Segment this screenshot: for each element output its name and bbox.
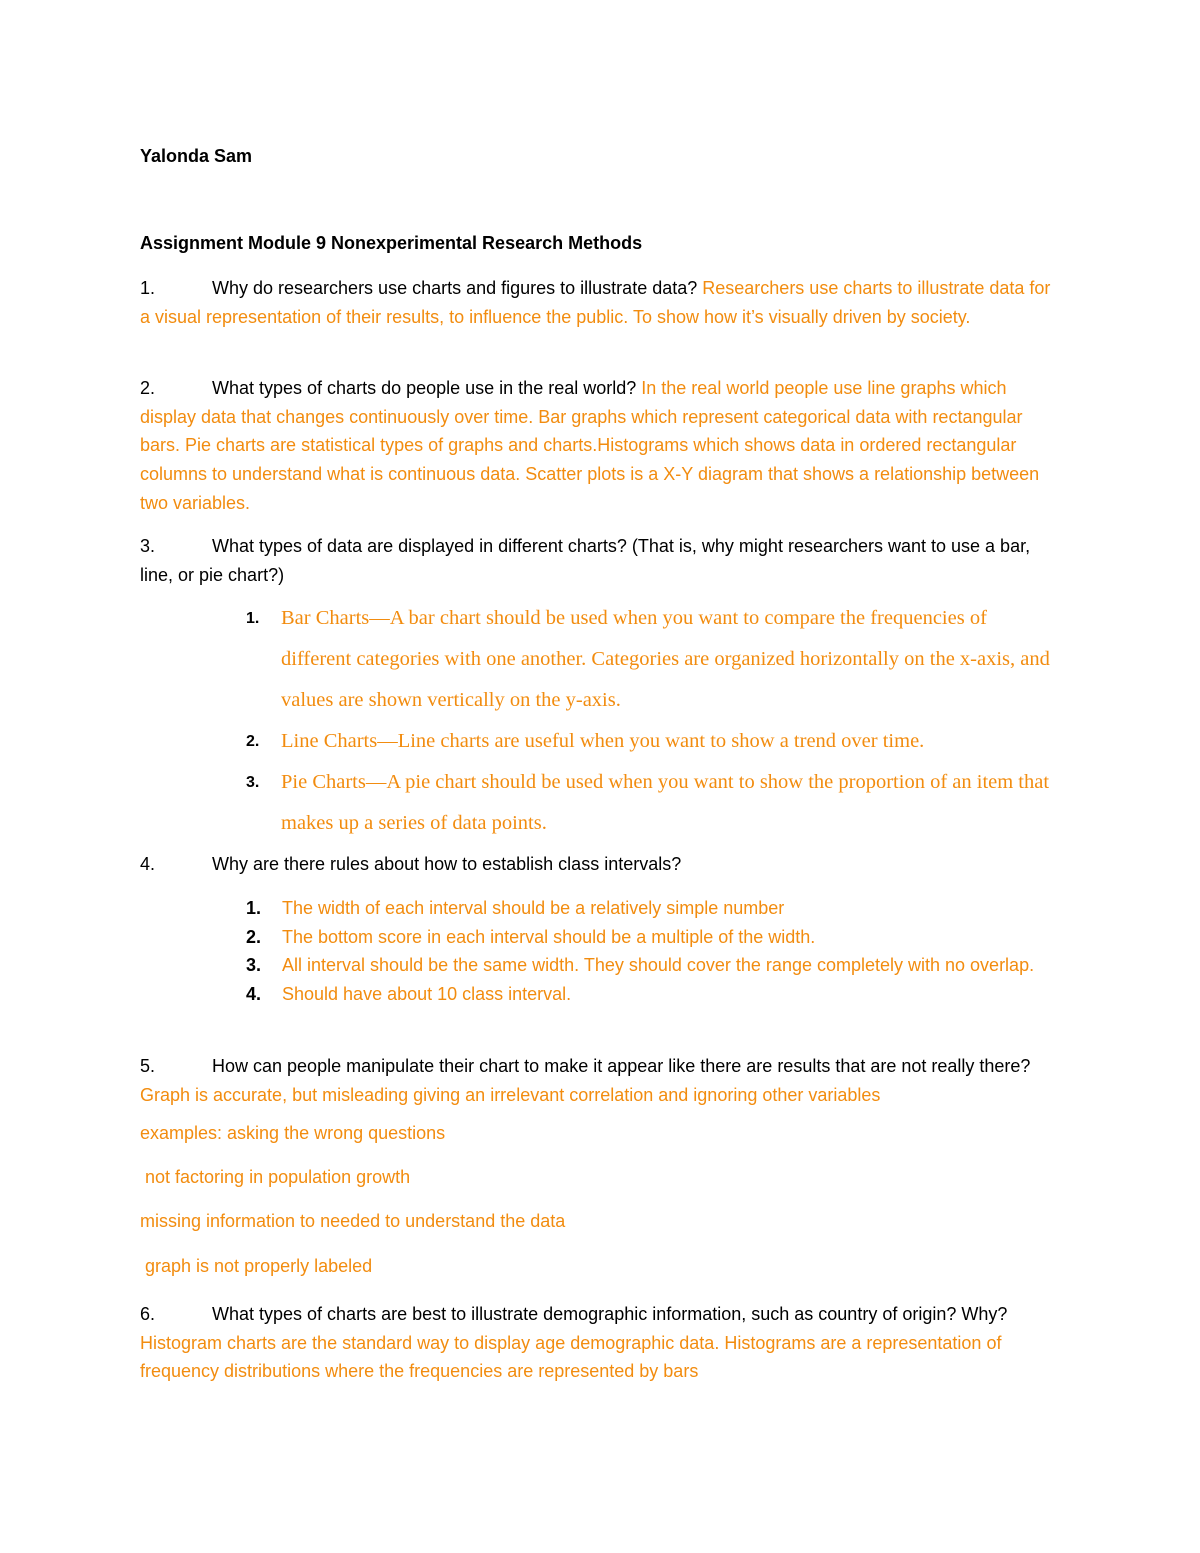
list-item: 1. The width of each interval should be a relatively simple number bbox=[246, 898, 785, 918]
answer-1: Researchers use charts to illustrate data for a visual representation of their results, to influence the public. To show how it’s visually driven by society. bbox=[140, 278, 1051, 327]
answer-5-example-3: missing information to needed to understand the data bbox=[140, 1211, 566, 1231]
chart-types-list bbox=[210, 598, 1060, 844]
list-item: 1. Bar Charts—A bar chart should be used when you want to compare the frequencies of different categories with one another. Categories are organized horizontally on the x-axis, and values are shown vertically on the y-axis. bbox=[246, 607, 1050, 711]
list-item: 3. All interval should be the same width. They should cover the range completely with no overlap. bbox=[246, 955, 1035, 975]
question-6: 6. What types of charts are best to illustrate demographic information, such as country of origin? Why? Histogram charts are the standard way to display age demographic data. Histograms are a representation of frequency distributions where the frequencies are represented by bars bbox=[140, 1304, 1008, 1382]
answer-5: Graph is accurate, but misleading giving an irrelevant correlation and ignoring other variables bbox=[140, 1084, 881, 1105]
question-4-text: Why are there rules about how to establish class intervals? bbox=[212, 854, 682, 874]
class-interval-rules-list bbox=[246, 894, 1060, 1008]
question-3: 3. What types of data are displayed in different charts? (That is, why might researchers want to use a bar, line, or pie chart?) bbox=[140, 536, 1031, 585]
question-3-text: What types of data are displayed in different charts? (That is, why might researchers want to use a bar, line, or pie chart?) bbox=[140, 536, 1031, 585]
answer-5-example-2: not factoring in population growth bbox=[140, 1167, 411, 1187]
question-2-text: What types of charts do people use in the real world? bbox=[212, 378, 637, 398]
question-1: 1. Why do researchers use charts and figures to illustrate data? Researchers use charts to illustrate data for a visual representation of their results, to influence the public. To show how it’s visually driven by society. bbox=[140, 278, 1051, 327]
list-item: 2. Line Charts—Line charts are useful when you want to show a trend over time. bbox=[246, 730, 925, 752]
assignment-title: Assignment Module 9 Nonexperimental Research Methods bbox=[140, 233, 643, 253]
answer-5-example-4: graph is not properly labeled bbox=[140, 1256, 373, 1276]
question-1-text: Why do researchers use charts and figures to illustrate data? bbox=[212, 278, 698, 298]
question-5: 5. How can people manipulate their chart to make it appear like there are results that are not really there? Graph is accurate, but misleading giving an irrelevant correlation and ignoring other variables bbox=[140, 1056, 1031, 1105]
question-2: 2. What types of charts do people use in the real world? In the real world people use line graphs which display data that changes continuously over time. Bar graphs which represent categorical data with rectangular bars. Pie charts are statistical types of graphs and charts.Histograms which shows data in ordered rectangular columns to understand what is continuous data. Scatter plots is a X-Y diagram that shows a relationship between two variables. bbox=[140, 378, 1040, 513]
answer-5-example-1: examples: asking the wrong questions bbox=[140, 1123, 446, 1143]
answer-6: Histogram charts are the standard way to display age demographic data. Histograms are a representation of frequency distributions where the frequencies are represented by bars bbox=[140, 1332, 1002, 1382]
question-5-text: How can people manipulate their chart to make it appear like there are results that are not really there? bbox=[212, 1056, 1031, 1076]
list-item: 2. The bottom score in each interval should be a multiple of the width. bbox=[246, 926, 816, 947]
list-item: 3. Pie Charts—A pie chart should be used when you want to show the proportion of an item that makes up a series of data points. bbox=[246, 771, 1050, 834]
author-name: Yalonda Sam bbox=[140, 146, 253, 166]
question-4: 4. Why are there rules about how to establish class intervals? bbox=[140, 854, 682, 874]
question-6-text: What types of charts are best to illustrate demographic information, such as country of origin? Why? bbox=[212, 1304, 1008, 1324]
list-item: 4. Should have about 10 class interval. bbox=[246, 983, 572, 1004]
answer-2: In the real world people use line graphs which display data that changes continuously over time. Bar graphs which represent categorical data with rectangular bars. Pie charts are statistical types of graphs and charts.Histograms which shows data in ordered rectangular columns to understand what is continuous data. Scatter plots is a X-Y diagram that shows a relationship between two variables. bbox=[140, 378, 1040, 513]
